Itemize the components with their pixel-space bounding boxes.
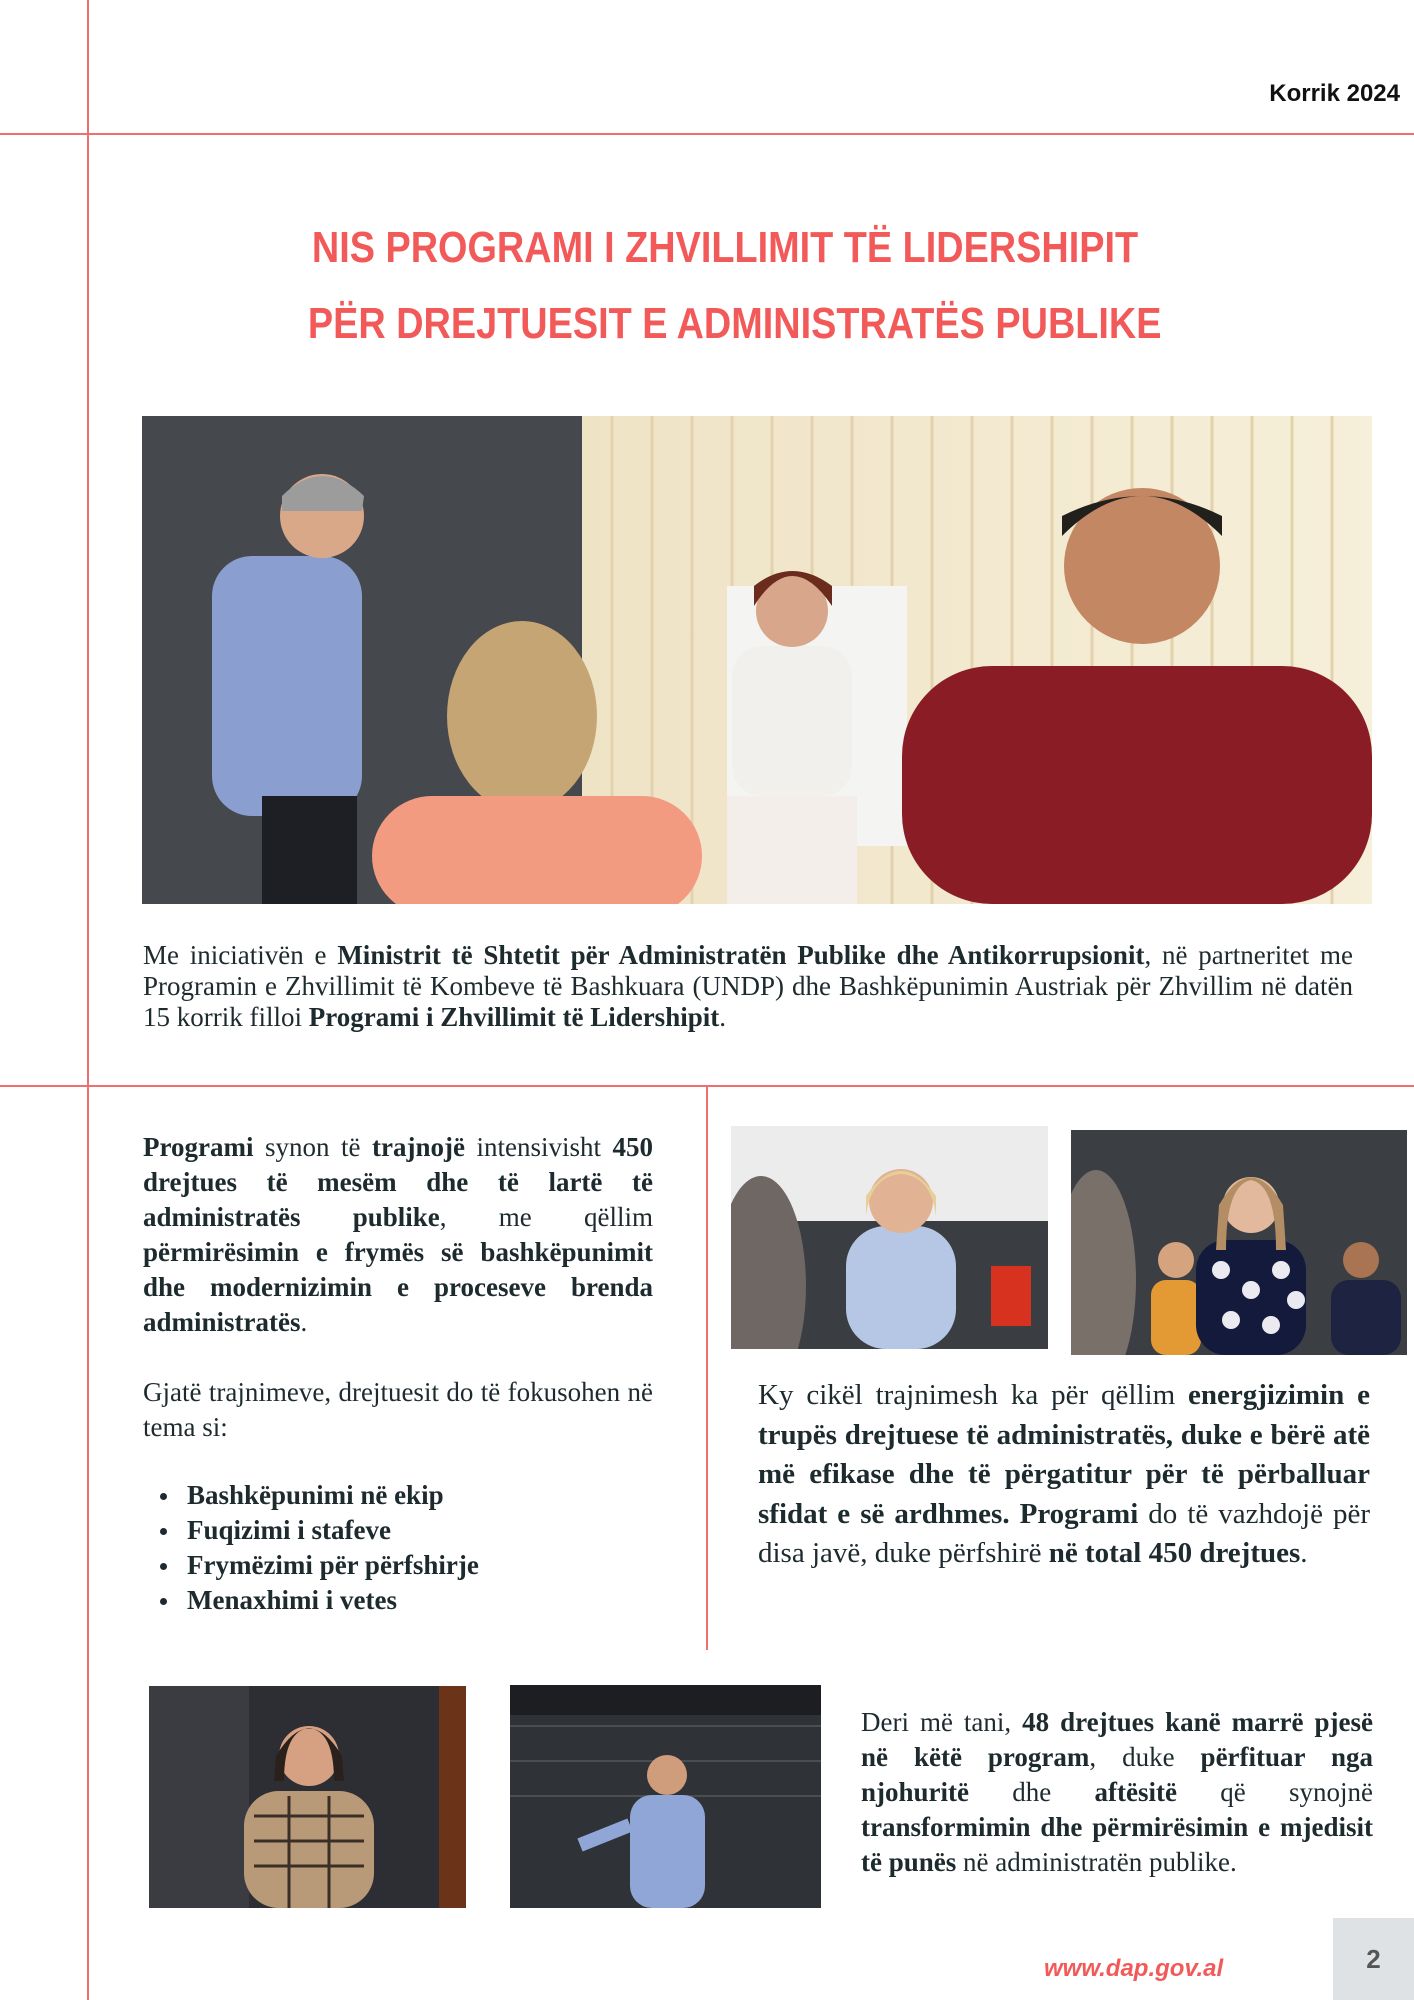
photo-participant-woman-pattern <box>1071 1130 1407 1355</box>
photo-speaker-woman-blue <box>731 1126 1048 1349</box>
program-goals-paragraph: Programi synon të trajnojë intensivisht 450 drejtues të mesëm dhe të lartë të administratës publike, me qëllim përmirësimin e frymës së bashkëpunimit dhe modernizimin e proceseve brenda administratës. <box>143 1132 654 1337</box>
list-item: Menaxhimi i vetes <box>143 1583 653 1618</box>
training-topics-list <box>143 1478 653 1618</box>
article-title-line-1: NIS PROGRAMI I ZHVILLIMIT TË LIDERSHIPIT <box>311 223 1139 272</box>
page-number: 2 <box>1333 1918 1414 2000</box>
training-focus-intro: Gjatë trajnimeve, drejtuesit do të fokusohen në tema si: <box>143 1377 653 1442</box>
header-rule <box>0 133 1414 135</box>
column-divider-rule <box>706 1087 708 1650</box>
issue-date: Korrik 2024 <box>1269 80 1400 107</box>
progress-paragraph: Deri më tani, 48 drejtues kanë marrë pjesë në këtë program, duke përfituar nga njohuritë dhe aftësitë që synojnë transformimin dhe përmirësimin e mjedisit të punës në administratën publike. <box>861 1707 1374 1877</box>
list-item: Bashkëpunimi në ekip <box>143 1478 653 1513</box>
program-goals-column <box>143 1130 653 1618</box>
photo-speaker-woman-blue-illustration <box>731 1126 1048 1349</box>
left-margin-rule <box>87 0 89 2000</box>
website-link[interactable]: www.dap.gov.al <box>1044 1955 1224 1982</box>
photo-participant-woman-pattern-illustration <box>1071 1130 1407 1355</box>
article-title <box>307 210 1162 362</box>
article-title-line-2: PËR DREJTUESIT E ADMINISTRATËS PUBLIKE <box>307 299 1162 348</box>
photo-speaker-man-blue <box>510 1685 821 1908</box>
list-item: Frymëzimi për përfshirje <box>143 1548 653 1583</box>
photo-speaker-man-blue-illustration <box>510 1685 821 1908</box>
intro-paragraph: Me iniciativën e Ministrit të Shtetit për Administratën Publike dhe Antikorrupsionit, në partneritet me Programin e Zhvillimit të Kombeve të Bashkuara (UNDP) dhe Bashkëpunimin Austriak për Zhvillim në datën 15 korrik filloi Programi i Zhvillimit të Lidershipit. <box>143 940 1353 1032</box>
hero-photo-illustration <box>142 416 1372 904</box>
hero-photo <box>142 416 1372 904</box>
list-item: Fuqizimi i stafeve <box>143 1513 653 1548</box>
photo-speaker-woman-dark-hair-illustration <box>149 1686 466 1908</box>
program-purpose-paragraph: Ky cikël trajnimesh ka për qëllim energjizimin e trupës drejtuese të administratës, duke e bërë atë më efikase dhe të përgatitur për të përballuar sfidat e së ardhmes. Programi do të vazhdojë për disa javë, duke përfshirë në total 450 drejtues. <box>758 1379 1370 1569</box>
photo-speaker-woman-dark-hair <box>149 1686 466 1908</box>
